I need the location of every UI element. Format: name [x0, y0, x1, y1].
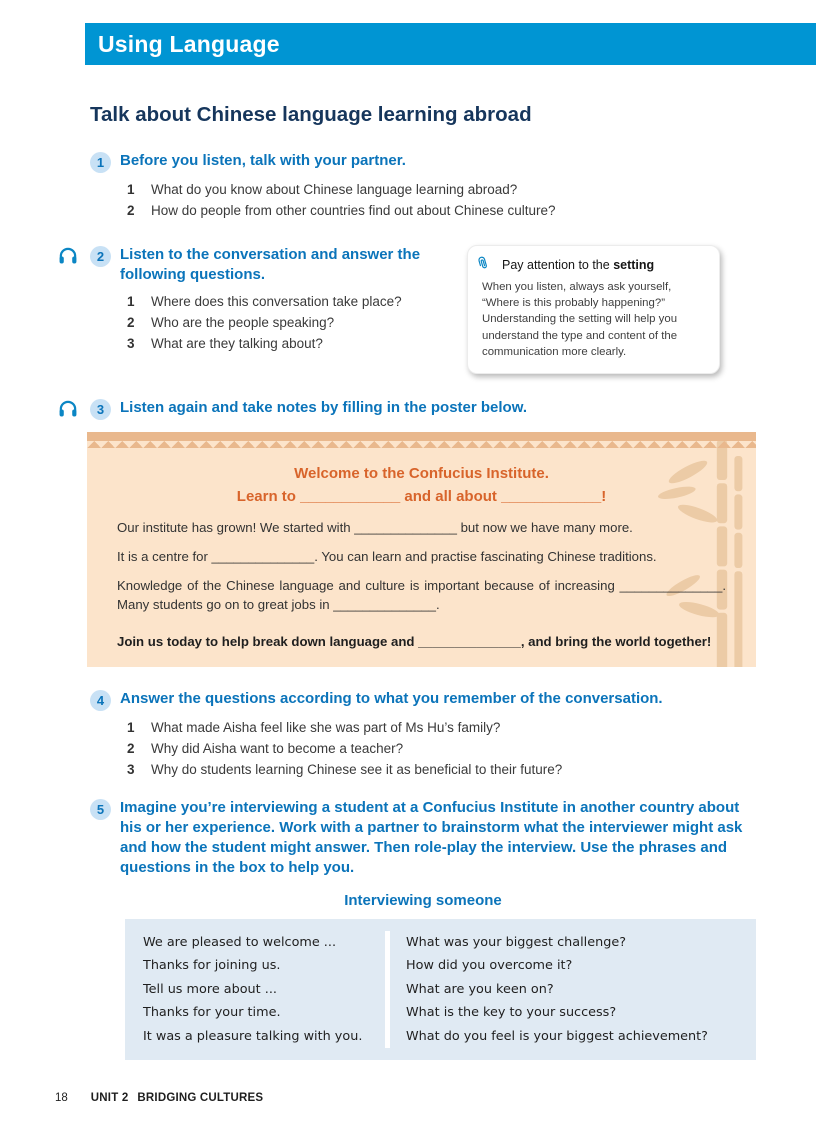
phrase-item: What do you feel is your biggest achievement?	[406, 1028, 708, 1044]
question-text: What are they talking about?	[151, 336, 323, 351]
phrase-item: We are pleased to welcome ...	[143, 934, 337, 950]
question-item	[90, 333, 467, 354]
activity-3	[90, 398, 756, 667]
page-footer	[55, 1092, 263, 1104]
phrase-item: How did you overcome it?	[406, 958, 573, 974]
tip-body: When you listen, always ask yourself, “Where is this probably happening?” Understanding the setting will help you understand the type and content of the communication more clearly.	[482, 281, 678, 358]
activity-2	[90, 245, 756, 374]
headphones-icon	[57, 245, 79, 267]
activity-4-questions	[90, 717, 756, 780]
activity-5-heading: Imagine you’re interviewing a student at a Confucius Institute in another country about his or her experience. Work with a partner to brainstorm what the interviewer might ask and how the student might answer. Then role-play the interview. Use the phrases and questions in the box to help you.	[120, 798, 743, 876]
phrase-item: Thanks for your time.	[143, 1005, 281, 1021]
activity-2-main	[90, 245, 467, 354]
activity-4-number-badge: 4	[90, 690, 111, 711]
question-text: Why did Aisha want to become a teacher?	[151, 740, 404, 756]
question-text: What do you know about Chinese language learning abroad?	[151, 182, 518, 197]
activity-5	[90, 798, 756, 878]
question-item	[90, 717, 756, 738]
activity-1	[90, 151, 756, 221]
activity-1-heading: Before you listen, talk with your partner.	[120, 152, 406, 169]
activity-2-heading: Listen to the conversation and answer the following questions.	[120, 246, 421, 283]
page-content	[0, 103, 816, 1060]
activity-5-header	[90, 798, 756, 878]
unit-title: BRIDGING CULTURES	[137, 1092, 264, 1104]
activity-2-number-badge: 2	[90, 246, 111, 267]
phrase-item: What are you keen on?	[406, 981, 554, 997]
question-text: Who are the people speaking?	[151, 315, 335, 330]
question-item	[90, 759, 756, 780]
phrase-list-left	[125, 931, 385, 1049]
section-banner	[85, 23, 816, 65]
activity-2-header	[90, 245, 467, 285]
question-item	[90, 738, 756, 759]
listening-tip-box	[467, 245, 720, 374]
interview-phrase-box	[125, 919, 756, 1061]
phrase-item: What was your biggest challenge?	[406, 934, 626, 950]
question-item	[90, 291, 467, 312]
question-number: 2	[127, 740, 135, 756]
question-item	[90, 200, 756, 221]
activity-4	[90, 689, 756, 780]
confucius-institute-poster	[87, 432, 756, 667]
question-number: 3	[127, 336, 135, 351]
poster-paragraph: Our institute has grown! We started with ______________ but now we have many more.	[117, 519, 633, 535]
activity-3-number-badge: 3	[90, 399, 111, 420]
page-number: 18	[55, 1092, 68, 1104]
activity-1-number-badge: 1	[90, 152, 111, 173]
poster-content	[87, 432, 756, 667]
tip-title-keyword: setting	[613, 258, 655, 272]
activity-4-header	[90, 689, 756, 711]
question-text: How do people from other countries find out about Chinese culture?	[151, 203, 556, 218]
section-banner-title: Using Language	[98, 30, 280, 57]
poster-paragraph: Knowledge of the Chinese language and culture is important because of increasing ______________. Many students go on to great jobs in ______________.	[117, 577, 726, 612]
lesson-title: Talk about Chinese language learning abroad	[90, 103, 532, 126]
question-text: What made Aisha feel like she was part of Ms Hu’s family?	[151, 719, 501, 735]
phrase-item: What is the key to your success?	[406, 1005, 617, 1021]
activity-2-questions	[90, 291, 467, 354]
poster-title-line2: Learn to ____________ and all about ____________!	[236, 487, 607, 505]
tip-title-prefix: Pay attention to the	[502, 258, 614, 272]
poster-closing-line: Join us today to help break down language and ______________, and bring the world together!	[117, 633, 712, 649]
question-number: 3	[127, 761, 135, 777]
question-number: 2	[127, 315, 135, 330]
question-number: 1	[127, 719, 135, 735]
question-item	[90, 179, 756, 200]
question-text: Where does this conversation take place?	[151, 294, 402, 309]
phrase-item: Tell us more about ...	[143, 981, 277, 997]
phrase-list-right	[390, 931, 756, 1049]
phrase-box-heading: Interviewing someone	[344, 891, 502, 909]
activity-5-number-badge: 5	[90, 799, 111, 820]
question-number: 2	[127, 203, 135, 218]
phrase-item: Thanks for joining us.	[143, 958, 281, 974]
question-item	[90, 312, 467, 333]
phrase-item: It was a pleasure talking with you.	[143, 1028, 363, 1044]
question-text: Why do students learning Chinese see it as beneficial to their future?	[151, 761, 563, 777]
tip-title	[482, 258, 706, 272]
activity-3-header	[90, 398, 756, 420]
unit-label: UNIT 2	[90, 1092, 129, 1104]
activity-1-header	[90, 151, 756, 173]
activity-1-questions	[90, 179, 756, 221]
paperclip-icon	[472, 253, 494, 279]
question-number: 1	[127, 294, 135, 309]
activity-3-heading: Listen again and take notes by filling in the poster below.	[120, 398, 527, 416]
poster-paragraph: It is a centre for ______________. You can learn and practise fascinating Chinese traditions.	[117, 548, 657, 564]
activity-4-heading: Answer the questions according to what you remember of the conversation.	[120, 689, 663, 707]
poster-title-line1: Welcome to the Confucius Institute.	[294, 464, 549, 482]
headphones-icon	[57, 398, 79, 420]
question-number: 1	[127, 182, 135, 197]
